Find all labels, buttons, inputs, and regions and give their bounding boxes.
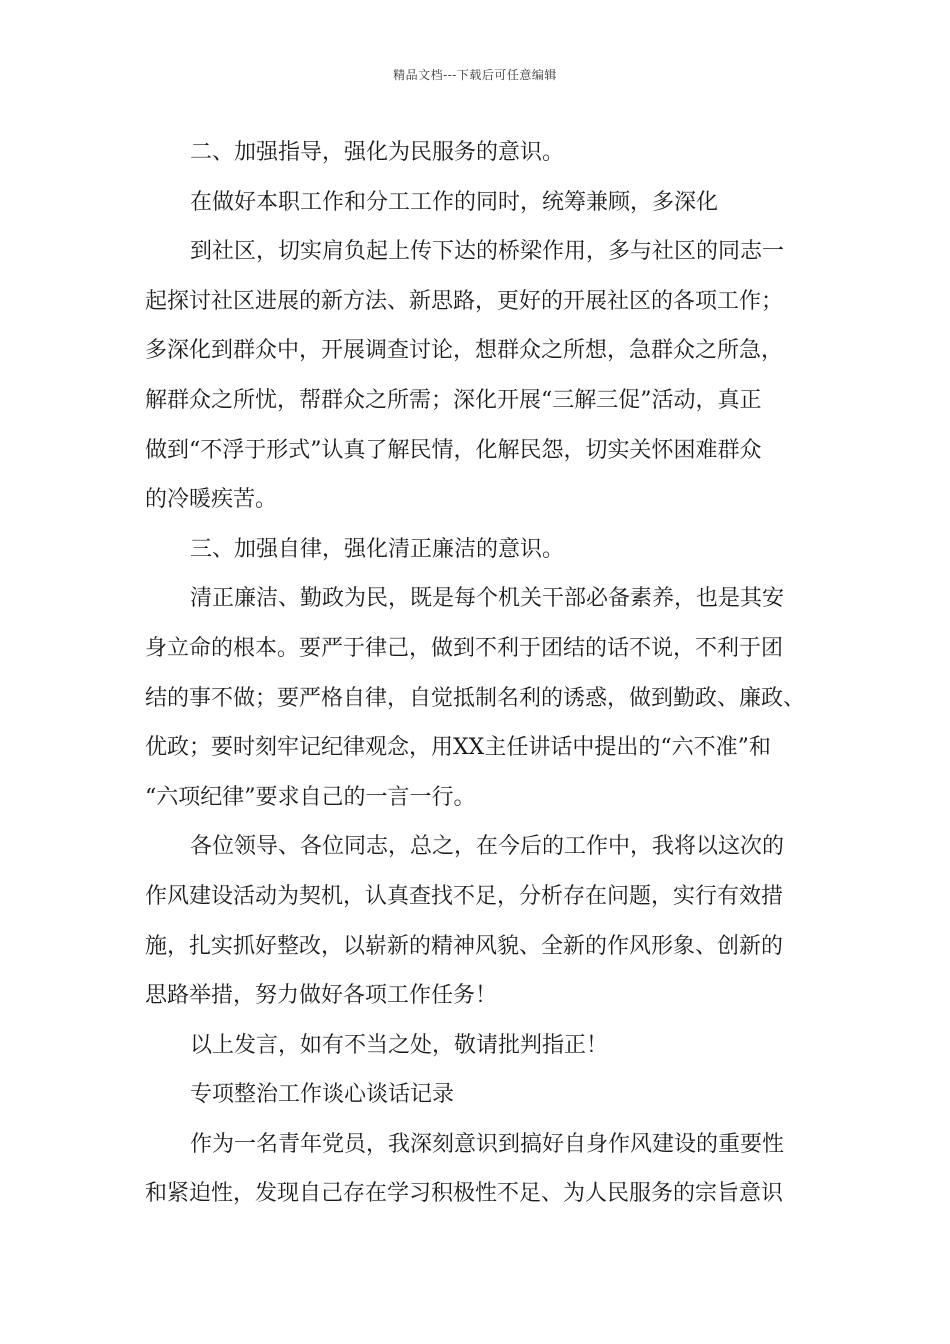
text-line: 的冷暖疾苦。 (145, 487, 278, 513)
text-line: 作风建设活动为契机，认真查找不足，分析存在问题，实行有效措 (145, 883, 784, 909)
text-line: 二、加强指导，强化为民服务的意识。 (190, 140, 565, 165)
text-line: 作为一名青年党员，我深刻意识到搞好自身作风建设的重要性 (190, 1131, 785, 1157)
text-line: 多深化到群众中，开展调查讨论，想群众之所想，急群众之所急， (145, 338, 784, 364)
text-line: 做到“不浮于形式”认真了解民情，化解民怨，切实关怀困难群众 (145, 437, 762, 463)
text-line: 身立命的根本。要严于律己，做到不利于团结的话不说，不利于团 (145, 635, 784, 661)
text-line: 解群众之所忧，帮群众之所需；深化开展“三解三促”活动，真正 (145, 387, 762, 413)
page-header: 精品文档---下载后可任意编辑 (393, 68, 557, 82)
text-line: 起探讨社区进展的新方法、新思路，更好的开展社区的各项工作； (145, 288, 784, 314)
text-line: “六项纪律”要求自己的一言一行。 (145, 784, 476, 810)
document-body (145, 128, 825, 1219)
text-line: 思路举措，努力做好各项工作任务！ (145, 983, 498, 1009)
text-line: 施，扎实抓好整改，以崭新的精神风貌、全新的作风形象、创新的 (145, 933, 784, 959)
text-line: 清正廉洁、勤政为民，既是每个机关干部必备素养，也是其安 (190, 586, 785, 612)
text-line: 专项整治工作谈心谈话记录 (190, 1082, 455, 1108)
text-line: 到社区，切实肩负起上传下达的桥梁作用，多与社区的同志一 (190, 239, 785, 265)
text-line: 优政；要时刻牢记纪律观念，用XX主任讲话中提出的“六不准”和 (145, 735, 771, 761)
text-line: 和紧迫性，发现自己存在学习积极性不足、为人民服务的宗旨意识 (145, 1181, 784, 1207)
text-line: 三、加强自律，强化清正廉洁的意识。 (190, 536, 565, 562)
text-line: 以上发言，如有不当之处，敬请批判指正！ (190, 1032, 609, 1058)
text-line: 在做好本职工作和分工工作的同时，统筹兼顾，多深化 (190, 189, 719, 215)
text-line: 各位领导、各位同志，总之，在今后的工作中，我将以这次的 (190, 834, 785, 860)
text-line: 结的事不做；要严格自律，自觉抵制名利的诱惑，做到勤政、廉政、 (145, 685, 806, 711)
